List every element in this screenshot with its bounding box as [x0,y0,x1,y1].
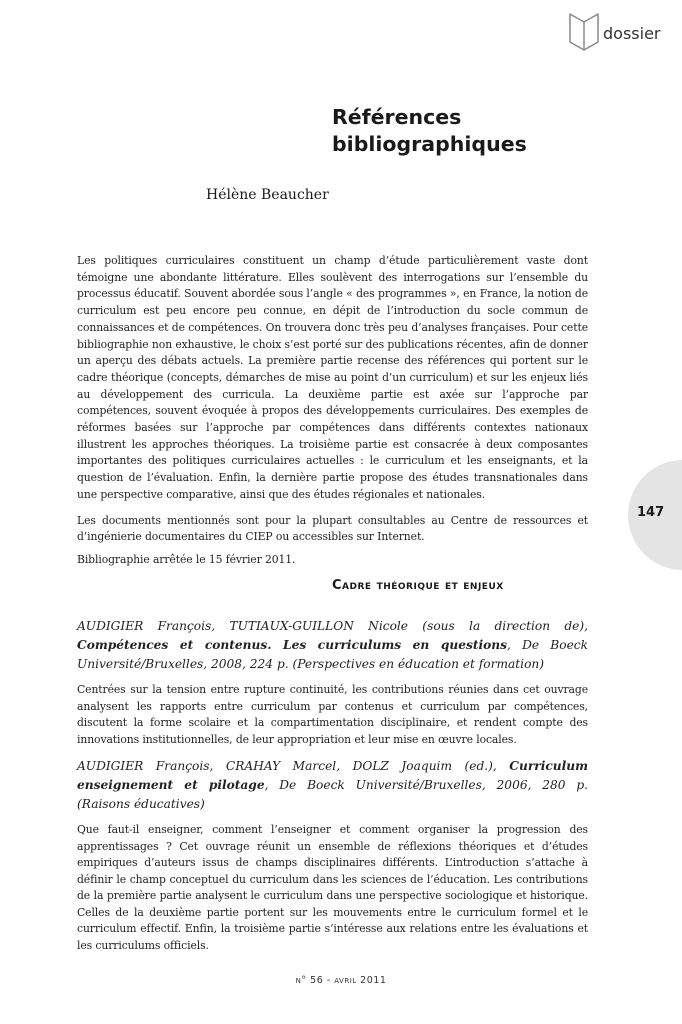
intro-text [77,253,588,569]
reference-description: Centrées sur la tension entre rupture continuité, les contributions réunies dans cet ouvrage analysent les rapports entre curriculum par contenus et curriculum par compétences, discutent la forme scolaire et la compartimentation disciplinaire, et rendent compte des innovations institutionnelles, de leur appropriation et leur mise en œuvre locales. [77,683,588,746]
page-footer: n° 56 - avril 2011 [295,975,387,986]
intro-paragraph: Les politiques curriculaires constituent un champ d’étude particulièrement vaste dont témoigne une abondante littérature. Elles soulèvent des interrogations sur l’ensemble du processus éducatif. Souvent abordée sous l’angle « des programmes », en France, la notion de curriculum est peu encore peu connue, en dépit de l’introduction du socle commun de connaissances et de compétences. On trouvera donc très peu d’analyses françaises. Pour cette bibliographie non exhaustive, le choix s’est porté sur des publications récentes, afin de donner un aperçu des débats actuels. La première partie recense des références qui portent sur le cadre théorique (concepts, démarches de mise au point d’un curriculum) et sur les enjeux liés au développement des curricula. La deuxième partie est axée sur l’approche par compétences, souvent évoquée à propos des développements curriculaires. Des exemples de réformes basées sur l’approche par compétences dans différents contextes nationaux illustrent les approches théoriques. La troisième partie est consacrée à deux composantes importantes des politiques curriculaires actuelles : le curriculum et les enseignants, et la question de l’évaluation. Enfin, la dernière partie propose des études transnationales dans une perspective comparative, ainsi que des études régionales et nationales. [77,254,588,501]
reference-authors: AUDIGIER François, TUTIAUX-GUILLON Nicole (sous la direction de), [77,619,588,633]
reference-details: , De Boeck Université/Bruxelles, 2006, 280 p. (Raisons éducatives) [77,778,588,811]
reference-title: Curriculum enseignement et pilotage [77,759,588,792]
header-section-label: dossier [603,24,661,43]
article-author: Hélène Beaucher [206,187,329,203]
reference-entry [77,757,588,954]
page-number: 147 [637,505,665,520]
reference-details: , De Boeck Université/Bruxelles, 2008, 224 p. (Perspectives en éducation et formation) [77,638,589,671]
intro-paragraph: Bibliographie arrêtée le 15 février 2011. [77,552,296,566]
reference-title: Compétences et contenus. Les curriculums en questions [77,638,507,652]
open-book-icon [568,12,600,52]
reference-citation [77,617,588,674]
reference-entry [77,617,588,748]
reference-citation [77,757,588,814]
section-heading: Cadre théorique et enjeux [332,578,504,593]
article-title: Références bibliographiques [332,105,527,156]
intro-paragraph: Les documents mentionnés sont pour la plupart consultables au Centre de ressources et d’ingénierie documentaires du CIEP ou accessibles sur Internet. [77,513,588,544]
reference-description: Que faut-il enseigner, comment l’enseigner et comment organiser la progression des apprentissages ? Cet ouvrage réunit un ensemble de réflexions théoriques et d’études empiriques d’auteurs issus de champs disciplinaires différents. L’introduction s’attache à définir le champ conceptuel du curriculum dans les sciences de l’éducation. Les contributions de la première partie analysent le curriculum dans une perspective sociologique et historique. Celles de la deuxième partie portent sur les mouvements entre le curriculum formel et le curriculum effectif. Enfin, la troisième partie s’intéresse aux relations entre les évaluations et les curriculums officiels. [77,823,588,952]
reference-authors: AUDIGIER François, CRAHAY Marcel, DOLZ Joaquim (ed.), [77,759,510,773]
